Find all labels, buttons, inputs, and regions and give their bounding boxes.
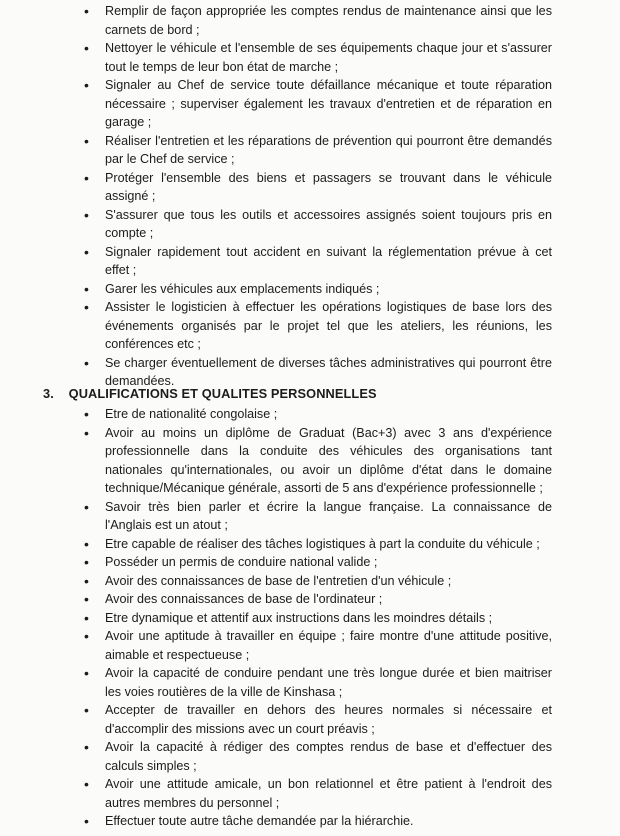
list-item: • Avoir la capacité à rédiger des comptes rendus de base et d'effectuer des calculs simples ; xyxy=(0,738,620,775)
list-item: • Etre dynamique et attentif aux instructions dans les moindres détails ; xyxy=(0,609,620,628)
list-item: • Avoir au moins un diplôme de Graduat (Bac+3) avec 3 ans d'expérience professionnelle dans la conduite des véhicules des organisations tant nationales qu'internationales, ou avoir un diplôme d'état dans le domaine technique/Mécanique générale, assorti de 5 ans d'expérience professionnelle ; xyxy=(0,424,620,498)
list-item: • Remplir de façon appropriée les comptes rendus de maintenance ainsi que les carnets de bord ; xyxy=(0,2,620,39)
list-item: • Signaler au Chef de service toute défaillance mécanique et toute réparation nécessaire ; superviser également les travaux d'entretien et de réparation en garage ; xyxy=(0,76,620,132)
responsibilities-list xyxy=(0,2,620,391)
list-item: • Effectuer toute autre tâche demandée par la hiérarchie. xyxy=(0,812,620,831)
list-item: • Accepter de travailler en dehors des heures normales si nécessaire et d'accomplir des missions avec un court préavis ; xyxy=(0,701,620,738)
list-item: • Etre de nationalité congolaise ; xyxy=(0,405,620,424)
list-item: • Garer les véhicules aux emplacements indiqués ; xyxy=(0,280,620,299)
list-item: • S'assurer que tous les outils et accessoires assignés soient toujours pris en compte ; xyxy=(0,206,620,243)
list-item: • Assister le logisticien à effectuer les opérations logistiques de base lors des événements organisés par le projet tel que les ateliers, les réunions, les conférences etc ; xyxy=(0,298,620,354)
section-heading xyxy=(43,386,377,401)
list-item: • Réaliser l'entretien et les réparations de prévention qui pourront être demandés par le Chef de service ; xyxy=(0,132,620,169)
list-item: • Se charger éventuellement de diverses tâches administratives qui pourront être demandées. xyxy=(0,354,620,391)
list-item: • Etre capable de réaliser des tâches logistiques à part la conduite du véhicule ; xyxy=(0,535,620,554)
list-item: • Posséder un permis de conduire national valide ; xyxy=(0,553,620,572)
list-item: • Avoir une attitude amicale, un bon relationnel et être patient à l'endroit des autres membres du personnel ; xyxy=(0,775,620,812)
section-number: 3. xyxy=(43,386,54,401)
list-item: • Avoir des connaissances de base de l'ordinateur ; xyxy=(0,590,620,609)
list-item: • Avoir la capacité de conduire pendant une très longue durée et bien maitriser les voies routières de la ville de Kinshasa ; xyxy=(0,664,620,701)
list-item: • Signaler rapidement tout accident en suivant la réglementation prévue à cet effet ; xyxy=(0,243,620,280)
list-item: • Savoir très bien parler et écrire la langue française. La connaissance de l'Anglais est un atout ; xyxy=(0,498,620,535)
list-item: • Avoir des connaissances de base de l'entretien d'un véhicule ; xyxy=(0,572,620,591)
list-item: • Protéger l'ensemble des biens et passagers se trouvant dans le véhicule assigné ; xyxy=(0,169,620,206)
section-title: QUALIFICATIONS ET QUALITES PERSONNELLES xyxy=(68,386,377,401)
list-item: • Avoir une aptitude à travailler en équipe ; faire montre d'une attitude positive, aimable et respectueuse ; xyxy=(0,627,620,664)
list-item: • Nettoyer le véhicule et l'ensemble de ses équipements chaque jour et s'assurer tout le temps de leur bon état de marche ; xyxy=(0,39,620,76)
qualifications-list xyxy=(0,405,620,831)
